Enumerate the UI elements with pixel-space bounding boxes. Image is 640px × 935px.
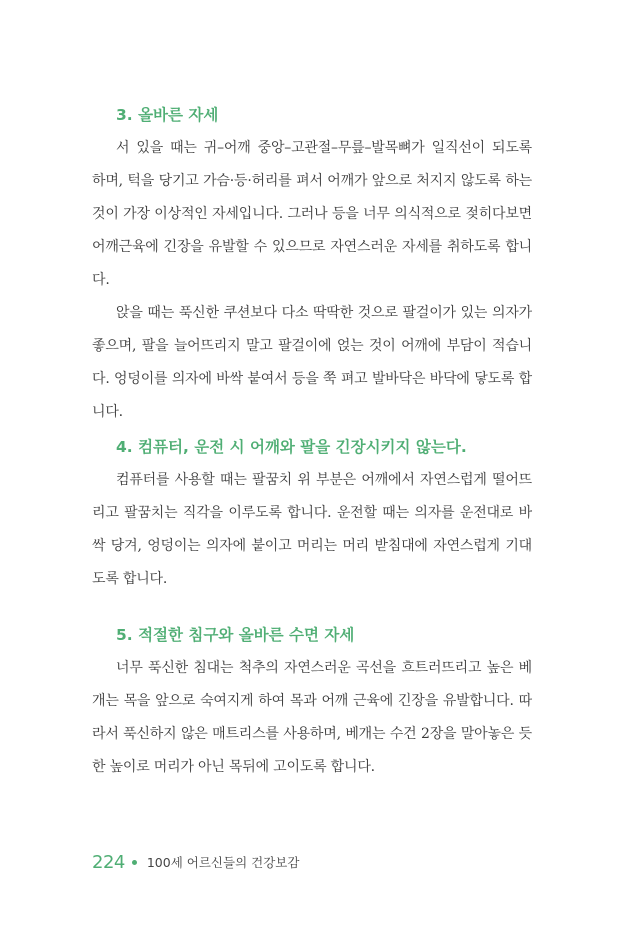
paragraph-standing: 서 있을 때는 귀–어깨 중앙–고관절–무릎–발목뼈가 일직선이 되도록 하며, 턱을 당기고 가슴·등·허리를 펴서 어깨가 앞으로 처지지 않도록 하는 것이 가장 이상적인 자세입니다. 그러나 등을 너무 의식적으로 젖히다보면 어깨근육에 긴장을 유발할 수 있으므로 자연스러운 자세를 취하도록 합니다. [92, 140, 532, 288]
section-computer-driving [92, 432, 532, 596]
section-sleep [92, 620, 532, 784]
paragraph-sitting: 앉을 때는 푹신한 쿠션보다 다소 딱딱한 것으로 팔걸이가 있는 의자가 좋으며, 팔을 늘어뜨리지 말고 팔걸이에 얹는 것이 어깨에 부담이 적습니다. 엉덩이를 의자에 바싹 붙여서 등을 쭉 펴고 발바닥은 바닥에 닿도록 합니다. [92, 305, 532, 420]
book-title: 100세 어르신들의 건강보감 [146, 855, 300, 870]
section-posture [92, 100, 532, 429]
section-heading: 3. 올바른 자세 [116, 106, 219, 124]
bullet-dot-icon [132, 860, 137, 865]
section-heading: 4. 컴퓨터, 운전 시 어깨와 팔을 긴장시키지 않는다. [116, 438, 467, 456]
section-heading: 5. 적절한 침구와 올바른 수면 자세 [116, 626, 355, 644]
page-footer [92, 850, 299, 874]
paragraph-sleep: 너무 푹신한 침대는 척추의 자연스러운 곡선을 흐트러뜨리고 높은 베개는 목을 앞으로 숙여지게 하여 목과 어깨 근육에 긴장을 유발합니다. 따라서 푹신하지 않은 매트리스를 사용하며, 베개는 수건 2장을 말아놓은 듯한 높이로 머리가 아닌 목뒤에 고이도록 합니다. [92, 660, 532, 775]
page-number: 224 [92, 851, 125, 873]
paragraph-computer-driving: 컴퓨터를 사용할 때는 팔꿈치 위 부분은 어깨에서 자연스럽게 떨어뜨리고 팔꿈치는 직각을 이루도록 합니다. 운전할 때는 의자를 운전대로 바싹 당겨, 엉덩이는 의자에 붙이고 머리는 머리 받침대에 자연스럽게 기대도록 합니다. [92, 472, 532, 587]
